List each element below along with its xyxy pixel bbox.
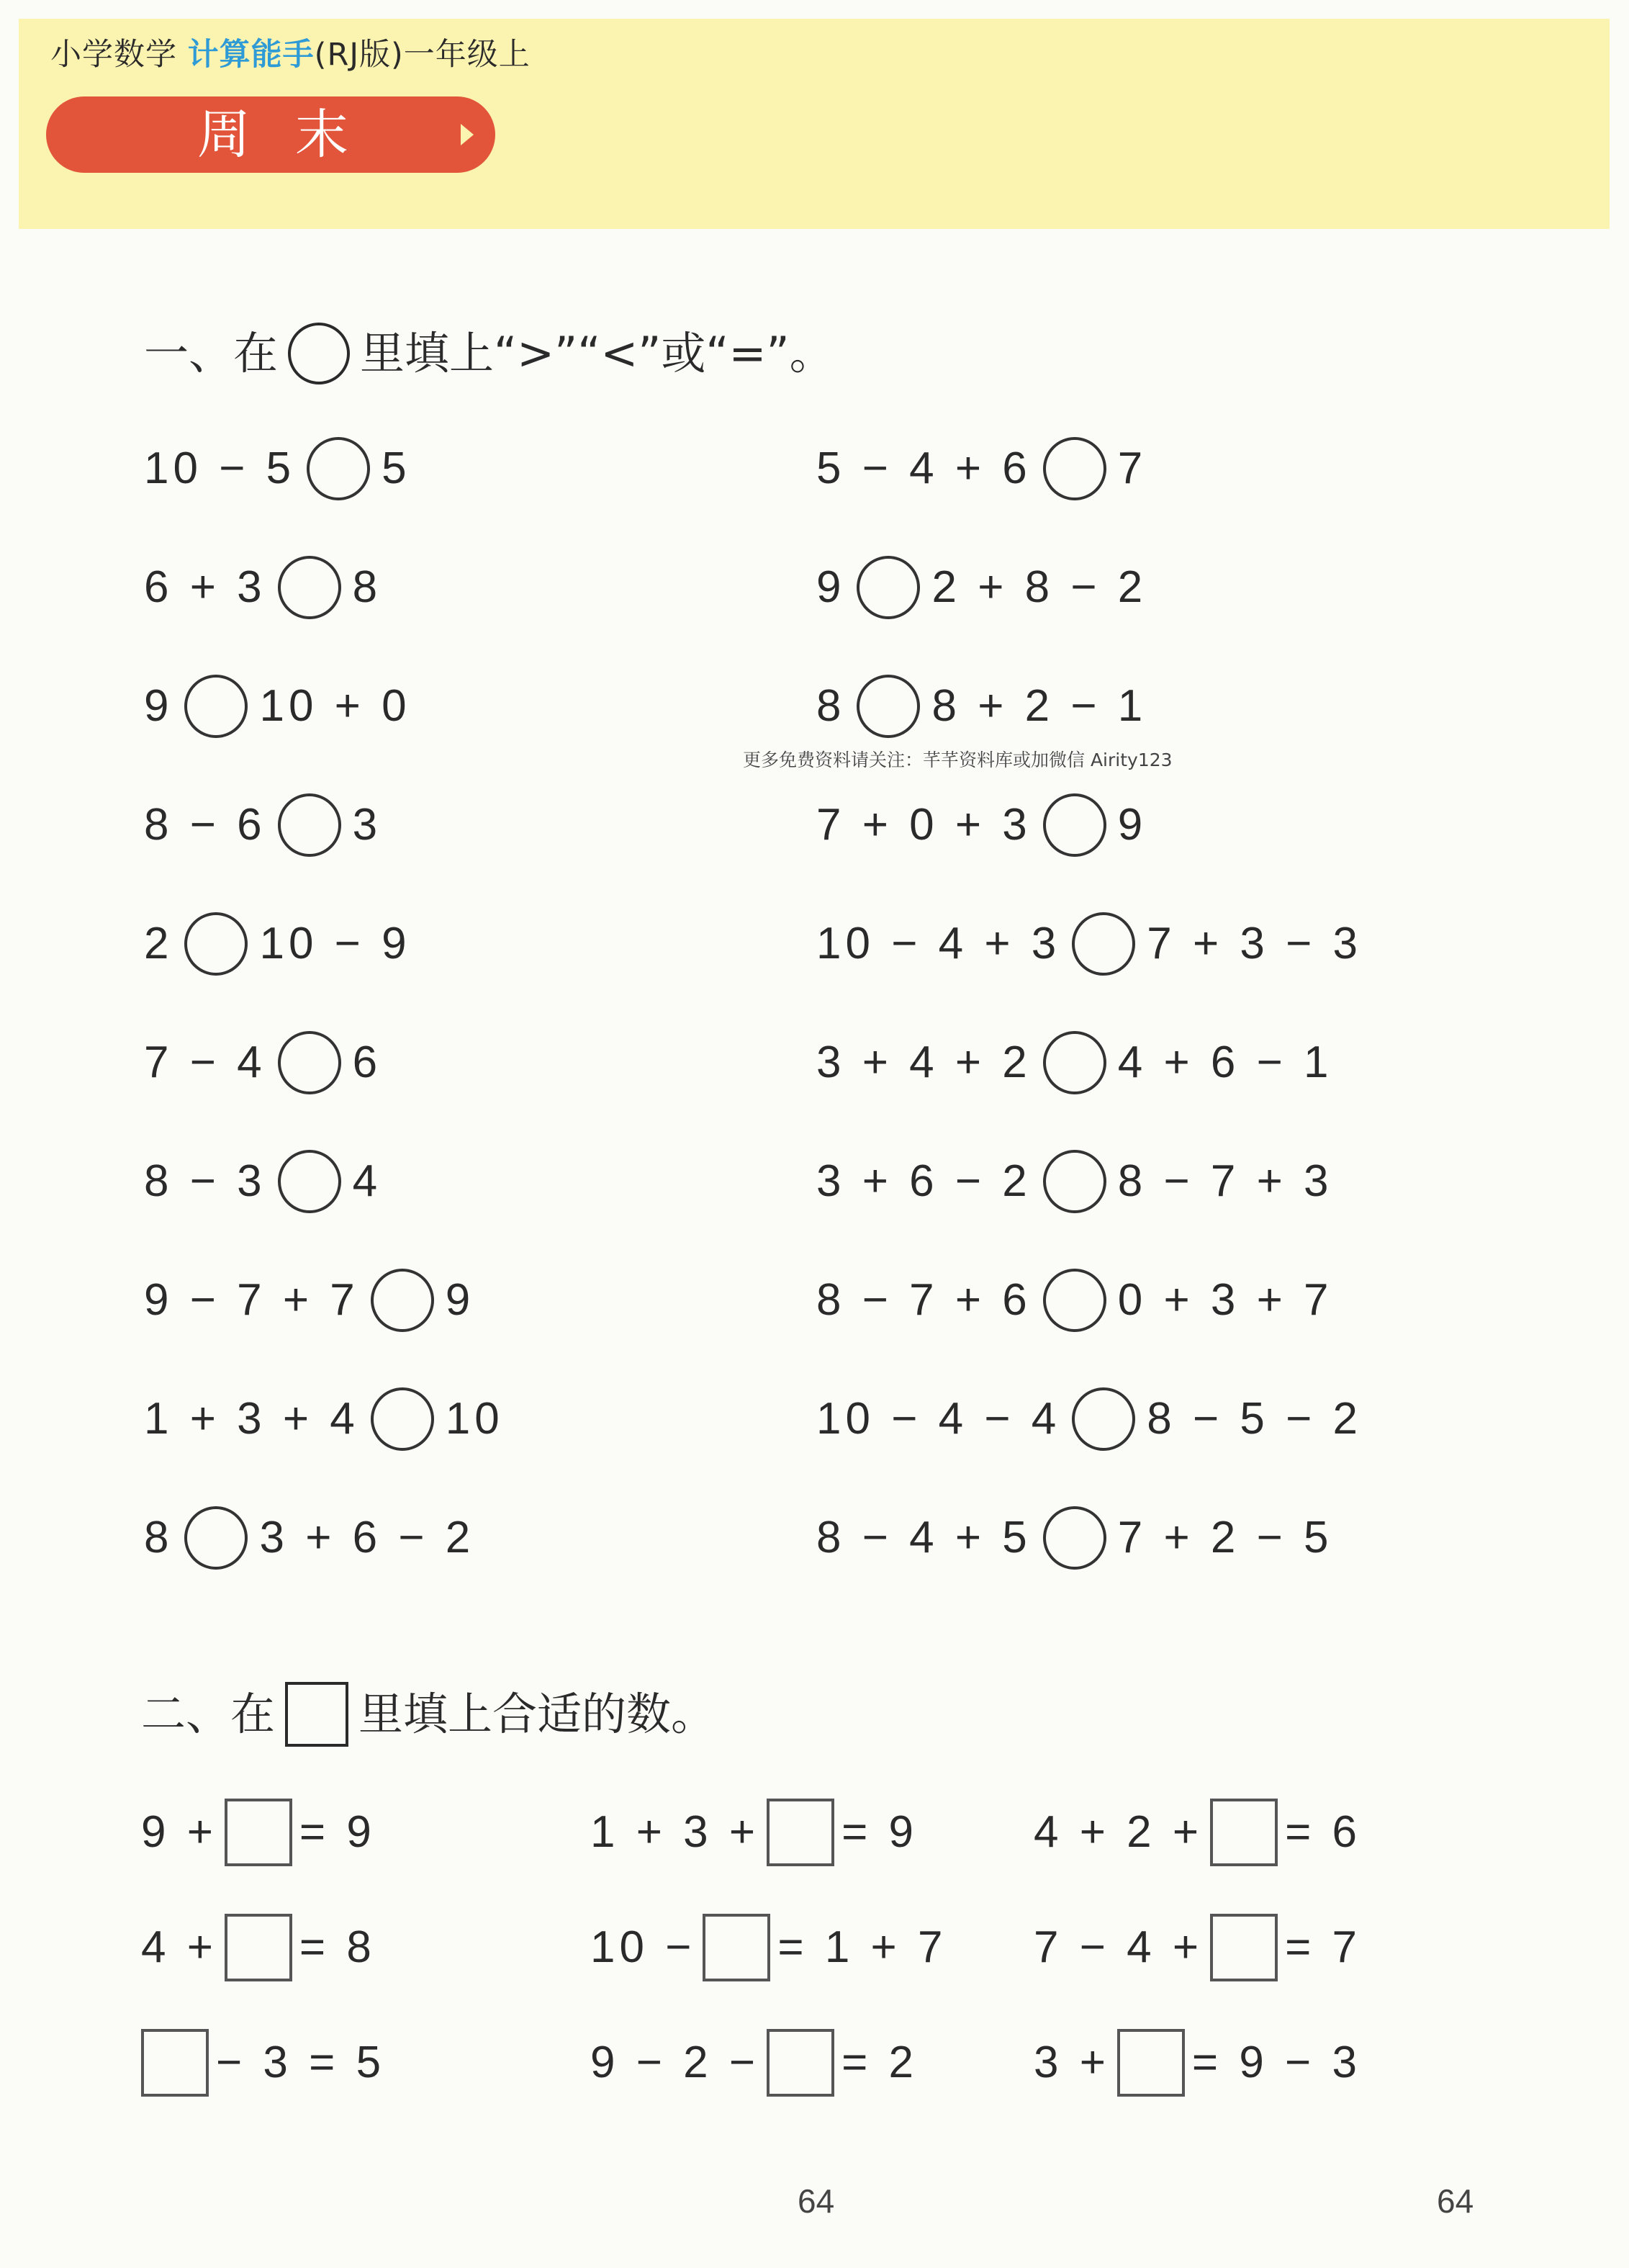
compare-item — [144, 436, 411, 501]
item-right: 3 + 6 − 2 — [259, 1513, 475, 1562]
item-right: = 9 — [841, 1807, 918, 1857]
item-right: 4 + 6 − 1 — [1117, 1038, 1333, 1087]
item-right: = 1 + 7 — [777, 1922, 947, 1972]
answer-box[interactable] — [225, 1799, 292, 1866]
book-title-prefix: 小学数学 — [50, 37, 177, 73]
answer-circle[interactable] — [1043, 437, 1106, 500]
item-right: = 9 — [299, 1807, 376, 1857]
fill-item — [141, 1914, 376, 1981]
compare-item — [144, 674, 411, 739]
page-number: 64 — [798, 2182, 835, 2220]
item-right: = 7 — [1285, 1922, 1361, 1972]
item-right: 3 — [352, 800, 382, 850]
answer-box[interactable] — [1210, 1799, 1278, 1866]
item-right: 7 + 3 − 3 — [1147, 919, 1363, 968]
compare-item — [144, 1506, 474, 1570]
compare-item — [816, 912, 1362, 976]
compare-item — [144, 1149, 382, 1214]
answer-circle[interactable] — [278, 793, 341, 857]
watermark: 更多免费资料请关注：芊芊资料库或加微信 Airity123 — [743, 750, 1173, 770]
part2-heading — [141, 1682, 716, 1747]
item-left: 10 − 4 + 3 — [816, 919, 1061, 968]
answer-circle[interactable] — [1043, 1150, 1106, 1213]
answer-circle[interactable] — [1072, 912, 1135, 976]
item-right: 5 — [382, 444, 411, 493]
answer-box[interactable] — [767, 1799, 834, 1866]
item-left: 8 − 4 + 5 — [816, 1513, 1032, 1562]
compare-item — [816, 555, 1147, 620]
item-left: 8 — [816, 681, 846, 731]
part2-heading-before: 二、在 — [141, 1688, 276, 1740]
item-left: 7 + 0 + 3 — [816, 800, 1032, 850]
answer-circle[interactable] — [278, 556, 341, 619]
item-right: 2 + 8 − 2 — [931, 562, 1147, 612]
item-left: 1 + 3 + — [590, 1807, 760, 1857]
item-left: 6 + 3 — [144, 562, 266, 612]
compare-item — [816, 1268, 1333, 1333]
item-right: = 8 — [299, 1922, 376, 1972]
triangle-right-icon — [461, 124, 474, 145]
item-left: 10 − 4 − 4 — [816, 1394, 1061, 1444]
answer-circle[interactable] — [857, 556, 920, 619]
circle-icon — [288, 323, 350, 384]
item-right: 9 — [1117, 800, 1147, 850]
fill-item — [590, 1799, 918, 1866]
compare-item — [816, 1030, 1333, 1095]
fill-item — [134, 2029, 385, 2097]
answer-box[interactable] — [703, 1914, 770, 1981]
item-left: 3 + — [1034, 2038, 1110, 2087]
fill-item — [1034, 1799, 1361, 1866]
item-right: 9 — [445, 1275, 475, 1325]
compare-item — [816, 1149, 1333, 1214]
item-left: 8 − 3 — [144, 1156, 266, 1206]
item-left: 3 + 4 + 2 — [816, 1038, 1032, 1087]
answer-circle[interactable] — [184, 1506, 248, 1570]
answer-circle[interactable] — [857, 675, 920, 738]
answer-circle[interactable] — [278, 1031, 341, 1094]
compare-item — [816, 1387, 1362, 1452]
compare-item — [816, 793, 1147, 858]
answer-circle[interactable] — [371, 1387, 434, 1451]
item-left: 1 + 3 + 4 — [144, 1394, 359, 1444]
answer-box[interactable] — [141, 2029, 209, 2097]
book-title-suffix: (RJ版)一年级上 — [314, 37, 531, 73]
part1-heading-before: 一、在 — [144, 327, 279, 379]
compare-item — [144, 912, 411, 976]
item-left: 8 − 6 — [144, 800, 266, 850]
item-right: 10 + 0 — [259, 681, 411, 731]
section-tab — [46, 96, 495, 173]
compare-item — [816, 1506, 1333, 1570]
part1-heading — [144, 321, 834, 386]
book-title — [50, 33, 531, 76]
answer-box[interactable] — [1117, 2029, 1185, 2097]
book-title-brand: 计算能手 — [187, 37, 315, 73]
answer-circle[interactable] — [371, 1269, 434, 1332]
item-right: 10 − 9 — [259, 919, 411, 968]
item-right: 0 + 3 + 7 — [1117, 1275, 1333, 1325]
item-right: 4 — [352, 1156, 382, 1206]
answer-box[interactable] — [767, 2029, 834, 2097]
item-right: 8 − 5 − 2 — [1147, 1394, 1363, 1444]
answer-circle[interactable] — [1043, 1269, 1106, 1332]
section-label: 周末 — [197, 104, 393, 166]
item-left: 4 + 2 + — [1034, 1807, 1204, 1857]
item-left: 9 − 2 − — [590, 2038, 760, 2087]
answer-circle[interactable] — [1072, 1387, 1135, 1451]
compare-item — [816, 436, 1147, 501]
item-left: 3 + 6 − 2 — [816, 1156, 1032, 1206]
item-left: 4 + — [141, 1922, 217, 1972]
item-left: 2 — [144, 919, 173, 968]
answer-box[interactable] — [1210, 1914, 1278, 1981]
item-right: 8 — [352, 562, 382, 612]
item-right: 8 + 2 − 1 — [931, 681, 1147, 731]
answer-circle[interactable] — [184, 675, 248, 738]
item-right: 8 − 7 + 3 — [1117, 1156, 1333, 1206]
answer-circle[interactable] — [278, 1150, 341, 1213]
item-left: 9 + — [141, 1807, 217, 1857]
fill-item — [141, 1799, 376, 1866]
answer-circle[interactable] — [1043, 793, 1106, 857]
item-right: = 9 − 3 — [1191, 2038, 1361, 2087]
item-right: 6 — [352, 1038, 382, 1087]
compare-item — [816, 674, 1147, 739]
item-right: 7 + 2 − 5 — [1117, 1513, 1333, 1562]
compare-item — [144, 1268, 474, 1333]
item-left: 5 − 4 + 6 — [816, 444, 1032, 493]
item-left: 7 − 4 — [144, 1038, 266, 1087]
fill-item — [1034, 1914, 1361, 1981]
item-right: 7 — [1117, 444, 1147, 493]
item-right: 10 — [445, 1394, 504, 1444]
fill-item — [590, 2029, 918, 2097]
compare-item — [144, 1030, 382, 1095]
item-left: 7 − 4 + — [1034, 1922, 1204, 1972]
item-left: 9 — [144, 681, 173, 731]
item-right: = 2 — [841, 2038, 918, 2087]
answer-circle[interactable] — [1043, 1031, 1106, 1094]
item-right: − 3 = 5 — [216, 2038, 386, 2087]
answer-box[interactable] — [225, 1914, 292, 1981]
item-right: = 6 — [1285, 1807, 1361, 1857]
item-left: 10 − 5 — [144, 444, 296, 493]
item-left: 8 — [144, 1513, 173, 1562]
item-left: 9 − 7 + 7 — [144, 1275, 359, 1325]
item-left: 8 − 7 + 6 — [816, 1275, 1032, 1325]
fill-item — [1034, 2029, 1361, 2097]
item-left: 10 − — [590, 1922, 696, 1972]
item-left: 9 — [816, 562, 846, 612]
compare-item — [144, 1387, 504, 1452]
answer-circle[interactable] — [1043, 1506, 1106, 1570]
fill-item — [590, 1914, 947, 1981]
square-icon — [285, 1682, 348, 1747]
answer-circle[interactable] — [184, 912, 248, 976]
answer-circle[interactable] — [307, 437, 370, 500]
page-number: 64 — [1437, 2182, 1474, 2220]
part1-heading-after: 里填上“>”“<”或“=”。 — [360, 327, 834, 379]
compare-item — [144, 555, 382, 620]
part2-heading-after: 里填上合适的数。 — [358, 1688, 716, 1740]
compare-item — [144, 793, 382, 858]
